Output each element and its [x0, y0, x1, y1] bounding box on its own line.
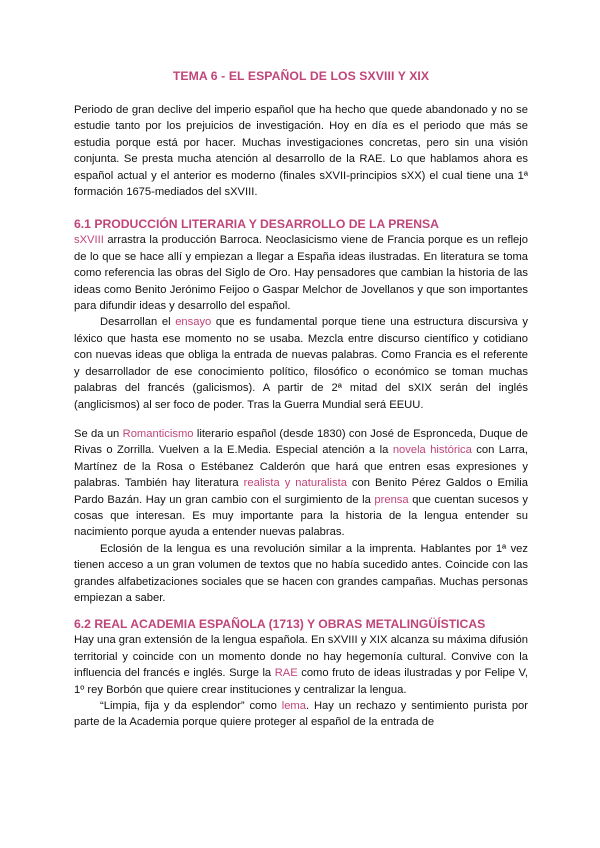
paragraph-text: que es fundamental porque tiene una estructura discursiva y léxico que hasta ese momento no se usaba. Mezcla entre discurso científico y cotidiano con nuevas ideas que obliga la entrada de nuevas palabras. Como Francia es el referente y desarrollador de ese conocimiento político, filosófico o económico se toman muchas palabras del francés (galicismos). A partir de 2ª mitad del sXIX serán del inglés (anglicismos) al ser foco de poder. Tras la Guerra Mundial será EEUU. [74, 316, 528, 411]
section-heading-6-2: 6.2 REAL ACADEMIA ESPAÑOLA (1713) Y OBRAS METALINGÜÍSTICAS [74, 617, 486, 632]
section-heading-6-1: 6.1 PRODUCCIÓN LITERARIA Y DESARROLLO DE LA PRENSA [74, 217, 439, 232]
paragraph-text: Se da un [74, 427, 123, 440]
paragraph-text: “Limpia, fija y da esplendor” como [100, 700, 282, 712]
spacer [74, 606, 528, 616]
keyword-highlight: RAE [274, 667, 298, 680]
section1-paragraph-3 [74, 426, 528, 541]
section1-paragraph-1 [74, 232, 528, 314]
document-title: TEMA 6 - EL ESPAÑOL DE LOS SXVIII Y XIX [172, 69, 430, 83]
paragraph-text: como fruto de ideas ilustradas y por Felipe V, 1º rey Borbón que quiere crear instituciones y centralizar la lengua. [74, 667, 529, 696]
paragraph-text: Hay una gran extensión de la lengua española. En sXVIII y XIX alcanza su máxima difusión territorial y coincide con un momento donde no hay hegemonía cultural. Convive con la influencia del francés e inglés. Surge la [74, 634, 528, 680]
keyword-highlight: Romanticismo [122, 427, 194, 440]
paragraph-text: con Larra, Martínez de la Rosa o Estébanez Calderón que hará que entren esas expresiones y palabras. También hay literatura [74, 444, 528, 490]
intro-paragraph: Periodo de gran declive del imperio español que ha hecho que quede abandonado y no se estudie tanto por los prejuicios de investigación. Hoy en día es el periodo que más se estudia porque está por hacer. Muchas investigaciones concretas, pero sin una visión conjunta. Se presta mucha atención al desarrollo de la RAE. Lo que hablamos ahora es español actual y el anterior es moderno (finales sXVII-principios sXX) el cual tiene una 1ª formación 1675-mediados del sXVIII. [74, 104, 528, 199]
paragraph-text: literario español (desde 1830) con José de Espronceda, Duque de Rivas o Zorrilla. Vuelven a la E.Media. Especial atención a la [74, 427, 528, 457]
section1-paragraph-4: Eclosión de la lengua es una revolución similar a la imprenta. Hablantes por 1ª vez tienen acceso a un gran volumen de textos que no había sucedido antes. Coincide con las grandes alfabetizaciones sociales que se hacen con grandes campañas. Muchas personas empiezan a saber. [74, 542, 528, 604]
section1-paragraph-2 [74, 314, 528, 412]
keyword-highlight: lema [281, 700, 306, 712]
spacer [74, 413, 528, 426]
section2-paragraph-1 [74, 632, 528, 698]
spacer [74, 200, 528, 216]
paragraph-text: que cuentan sucesos y cosas que interesan. Es muy importante para la historia de la lengua entender su nacimiento porque ayuda a entender nuevas palabras. [74, 493, 528, 539]
paragraph-text: . Hay un rechazo y sentimiento purista por parte de la Academia porque quiere proteger al español de la entrada de [74, 700, 528, 729]
keyword-highlight: realista y naturalista [243, 477, 347, 490]
section2-paragraph-2 [74, 698, 528, 731]
keyword-highlight: novela histórica [392, 444, 472, 457]
paragraph-text: con Benito Pérez Galdos o Emilia Pardo Bazán. Hay un gran cambio con el surgimiento de la [74, 477, 528, 506]
paragraph-text: Desarrollan el [100, 316, 176, 329]
keyword-highlight: prensa [374, 493, 409, 506]
keyword-highlight: ensayo [175, 316, 212, 329]
keyword-highlight: sXVIII [74, 234, 104, 247]
paragraph-text: arrastra la producción Barroca. Neoclasicismo viene de Francia porque es un reflejo de lo que se hace allí y empiezan a llegar a España ideas ilustradas. En literatura se toma como referencia las obras del Siglo de Oro. Hay pensadores que cambian la historia de las ideas como Benito Jerónimo Feijoo o Gaspar Melchor de Jovellanos y que son importantes para difundir ideas y desarrollo del español. [74, 234, 528, 313]
